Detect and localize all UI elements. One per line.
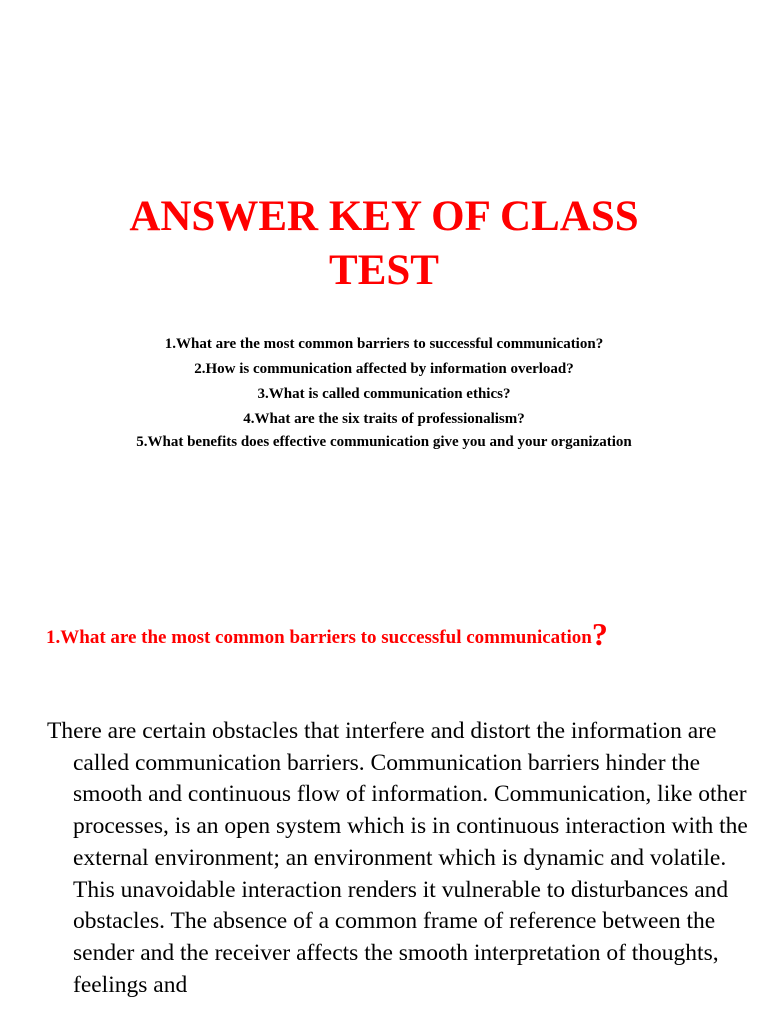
question-item-3: 3.What is called communication ethics? (257, 386, 511, 402)
question-list (0, 332, 768, 453)
answer-paragraph: There are certain obstacles that interfere and distort the information are called communication barriers. Communication barriers hinder the smooth and continuous flow of information. Communication, like other processes, is an open system which is in continuous interaction with the external environment; an environment which is dynamic and volatile. This unavoidable interaction renders it vulnerable to disturbances and obstacles. The absence of a common frame of reference between the sender and the receiver affects the smooth interpretation of thoughts, feelings and (47, 718, 748, 998)
page-title-line-2: TEST (329, 247, 439, 294)
question-item-2: 2.How is communication affected by information overload? (194, 361, 574, 377)
question-item-1: 1.What are the most common barriers to successful communication? (164, 336, 604, 352)
section-heading-text: 1.What are the most common barriers to successful communication (46, 627, 592, 648)
question-item-5: 5.What benefits does effective communication give you and your organization (136, 434, 632, 450)
page-title-line-1: ANSWER KEY OF CLASS (129, 193, 639, 240)
section-heading (46, 616, 746, 656)
page-title (0, 190, 768, 298)
question-item-4: 4.What are the six traits of professionalism? (243, 411, 525, 427)
section-heading-question-mark: ? (591, 616, 608, 652)
